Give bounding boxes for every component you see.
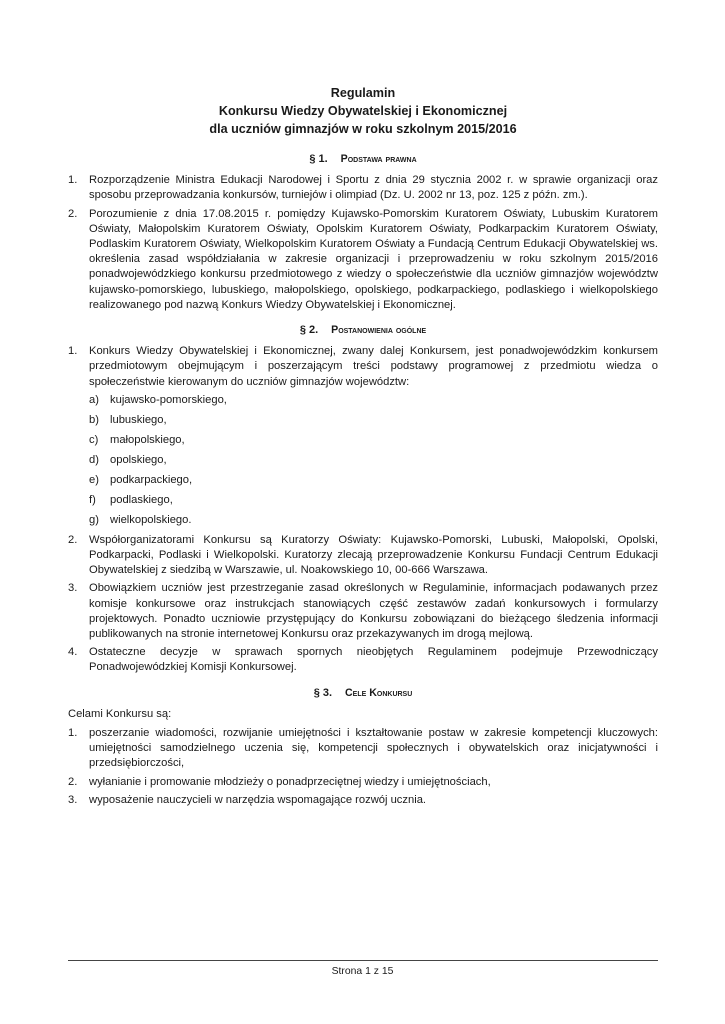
list-item xyxy=(68,207,658,313)
sub-list-item xyxy=(89,393,658,410)
list-item-text: wyposażenie nauczycieli w narzędzia wspomagające rozwój ucznia. xyxy=(89,793,427,806)
list-item-text: Porozumienie z dnia 17.08.2015 r. pomiędzy Kujawsko-Pomorskim Kuratorem Oświaty, Lubuskim Kuratorem Oświaty, Małopolskim Kuratorem Oświaty, Opolskim Kuratorem Oświaty, Podkarpackim Kuratorem Oświaty, Podlaskim Kuratorem Oświaty, Wielkopolskim Kuratorem Oświaty a Fundacją Centrum Edukacji Obywatelskiej ws. określenia zasad współdziałania w zakresie organizacji i przeprowadzeniu w roku szkolnym 2015/2016 ponadwojewódzkiego konkursu przedmiotowego z wiedzy o społeczeństwie dla uczniów gimnazjów województw kujawsko-pomorskiego, lubuskiego, małopolskiego, opolskiego, podkarpackiego, podlaskiego i wielkopolskiego realizowanego pod nazwą Konkurs Wiedzy Obywatelskiej i Ekonomicznej. xyxy=(89,207,658,311)
sub-list-text: wielkopolskiego. xyxy=(110,513,192,526)
list-marker: 2. xyxy=(68,533,78,546)
list-marker: 2. xyxy=(68,207,78,220)
sub-list-marker: c) xyxy=(89,433,99,446)
sub-list-item xyxy=(89,433,658,450)
list-item-text: Obowiązkiem uczniów jest przestrzeganie zasad określonych w Regulaminie, informacjach podawanych przez komisje konkursowe oraz instrukcjach stanowiących część zestawów zadań konkursowych i formularzy projektowych. Ponadto uczniowie przystępujący do Konkursu zobowiązani do bieżącego śledzenia informacji publikowanych na stronie internetowej Konkursu oraz przekazywanych im drogą mejlową. xyxy=(89,582,658,641)
sub-list-item xyxy=(89,473,658,490)
sub-list-item xyxy=(89,413,658,430)
section-2-list xyxy=(68,344,658,675)
section-2-title: Postanowienia ogólne xyxy=(331,324,427,337)
sub-list-marker: e) xyxy=(89,473,99,486)
sub-list-item xyxy=(89,493,658,510)
footer-divider xyxy=(68,960,658,961)
sub-list-item xyxy=(89,513,658,530)
list-item xyxy=(68,726,658,772)
title-line-3: dla uczniów gimnazjów w roku szkolnym 2015/2016 xyxy=(209,122,517,136)
sub-list-item xyxy=(89,453,658,470)
section-3-intro: Celami Konkursu są: xyxy=(68,707,172,720)
list-item-text: Współorganizatorami Konkursu są Kuratorzy Oświaty: Kujawsko-Pomorski, Lubuski, Małopolski, Opolski, Podkarpacki, Podlaski i Wielkopolski. Kuratorzy zlecają przeprowadzenie Konkursu Fundacji Centrum Edukacji Obywatelskiej z siedzibą w Warszawie, ul. Noakowskiego 10, 00-666 Warszawa. xyxy=(89,533,658,577)
sub-list-text: podlaskiego, xyxy=(110,493,173,506)
section-3-number: § 3. xyxy=(313,686,333,699)
list-marker: 1. xyxy=(68,174,78,187)
sub-list-marker: d) xyxy=(89,453,99,466)
list-item-text: poszerzanie wiadomości, rozwijanie umiejętności i kształtowanie postaw w zakresie kompetencji kluczowych: umiejętności samodzielnego uczenia się, kompetencji społecznych i obywatelskich oraz inicjatywności i przedsiębiorczości, xyxy=(89,727,658,770)
section-3-list xyxy=(68,726,658,808)
list-item-text: Konkurs Wiedzy Obywatelskiej i Ekonomicznej, zwany dalej Konkursem, jest ponadwojewódzkim konkursem przedmiotowym obejmującym i poszerzającym treści podstawy programowej z przedmiotu wiedza o społeczeństwie kierowanym do uczniów gimnazjów województw: xyxy=(89,345,658,388)
list-item xyxy=(68,793,658,808)
document-content xyxy=(68,84,658,811)
sub-list-text: podkarpackiego, xyxy=(110,473,193,486)
title-line-2: Konkursu Wiedzy Obywatelskiej i Ekonomicznej xyxy=(218,104,508,118)
list-item xyxy=(68,581,658,642)
page-number-footer: Strona 1 z 15 xyxy=(331,966,394,977)
list-item xyxy=(68,173,658,203)
list-item-text: Ostateczne decyzje w sprawach spornych nieobjętych Regulaminem podejmuje Przewodniczący Ponadwojewódzkiej Komisji Konkursowej. xyxy=(89,646,658,674)
list-marker: 1. xyxy=(68,345,78,358)
list-item xyxy=(68,775,658,790)
list-marker: 3. xyxy=(68,793,78,806)
section-1-heading xyxy=(68,152,658,167)
sub-list-marker: a) xyxy=(89,393,99,406)
list-marker: 4. xyxy=(68,646,78,659)
list-item-text: wyłanianie i promowanie młodzieży o ponadprzeciętnej wiedzy i umiejętnościach, xyxy=(89,775,491,788)
section-2-number: § 2. xyxy=(299,324,319,337)
sub-list-marker: b) xyxy=(89,413,99,426)
list-item xyxy=(68,645,658,675)
section-1-list xyxy=(68,173,658,313)
sub-list-text: małopolskiego, xyxy=(110,433,185,446)
section-1-title: Podstawa prawna xyxy=(340,153,417,165)
voivodeship-list xyxy=(89,393,658,530)
section-3-title: Cele Konkursu xyxy=(345,686,413,699)
section-2-heading xyxy=(68,323,658,338)
sub-list-text: lubuskiego, xyxy=(110,413,167,426)
list-marker: 2. xyxy=(68,775,78,788)
title-line-1: Regulamin xyxy=(330,86,396,100)
list-marker: 3. xyxy=(68,582,78,595)
list-marker: 1. xyxy=(68,727,78,740)
sub-list-text: kujawsko-pomorskiego, xyxy=(110,393,227,406)
document-title xyxy=(68,84,658,138)
section-1-number: § 1. xyxy=(309,153,328,165)
list-item xyxy=(68,533,658,579)
sub-list-text: opolskiego, xyxy=(110,453,167,466)
list-item-text: Rozporządzenie Ministra Edukacji Narodowej i Sportu z dnia 29 stycznia 2002 r. w sprawie organizacji oraz sposobu przeprowadzania konkursów, turniejów i olimpiad (Dz. U. 2002 nr 13, poz. 125 z późn. zm.). xyxy=(89,174,658,202)
list-item xyxy=(68,344,658,530)
sub-list-marker: g) xyxy=(89,513,99,526)
section-3-heading xyxy=(68,686,658,701)
sub-list-marker: f) xyxy=(89,493,96,506)
